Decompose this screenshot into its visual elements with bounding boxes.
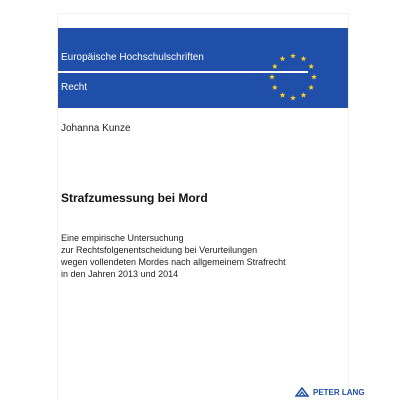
eu-stars-icon (266, 50, 320, 104)
subtitle-line: wegen vollendeten Mordes nach allgemeinem Strafrecht (61, 257, 286, 267)
star-icon (290, 53, 296, 58)
publisher-logo (294, 386, 365, 398)
star-icon (290, 95, 296, 100)
star-icon (280, 56, 286, 61)
book-cover (58, 14, 365, 400)
subtitle-line: in den Jahren 2013 und 2014 (61, 269, 179, 279)
star-icon (272, 64, 278, 69)
star-icon (269, 74, 275, 79)
series-name: Europäische Hochschulschriften (61, 52, 204, 63)
star-icon (301, 56, 307, 61)
author-name: Johanna Kunze (61, 123, 131, 134)
publisher-name: PETER LANG (313, 387, 365, 397)
star-icon (301, 92, 307, 97)
book-title: Strafzumessung bei Mord (61, 191, 208, 205)
book-subtitle (61, 232, 341, 280)
series-band (58, 28, 348, 108)
peter-lang-logo-icon (294, 386, 310, 398)
star-icon (308, 64, 314, 69)
subtitle-line: zur Rechtsfolgenentscheidung bei Verurteilungen (61, 245, 258, 255)
series-subject: Recht (61, 82, 88, 93)
star-icon (280, 92, 286, 97)
star-icon (308, 85, 314, 90)
subtitle-line: Eine empirische Untersuchung (61, 233, 184, 243)
star-icon (272, 85, 278, 90)
star-icon (311, 74, 317, 79)
